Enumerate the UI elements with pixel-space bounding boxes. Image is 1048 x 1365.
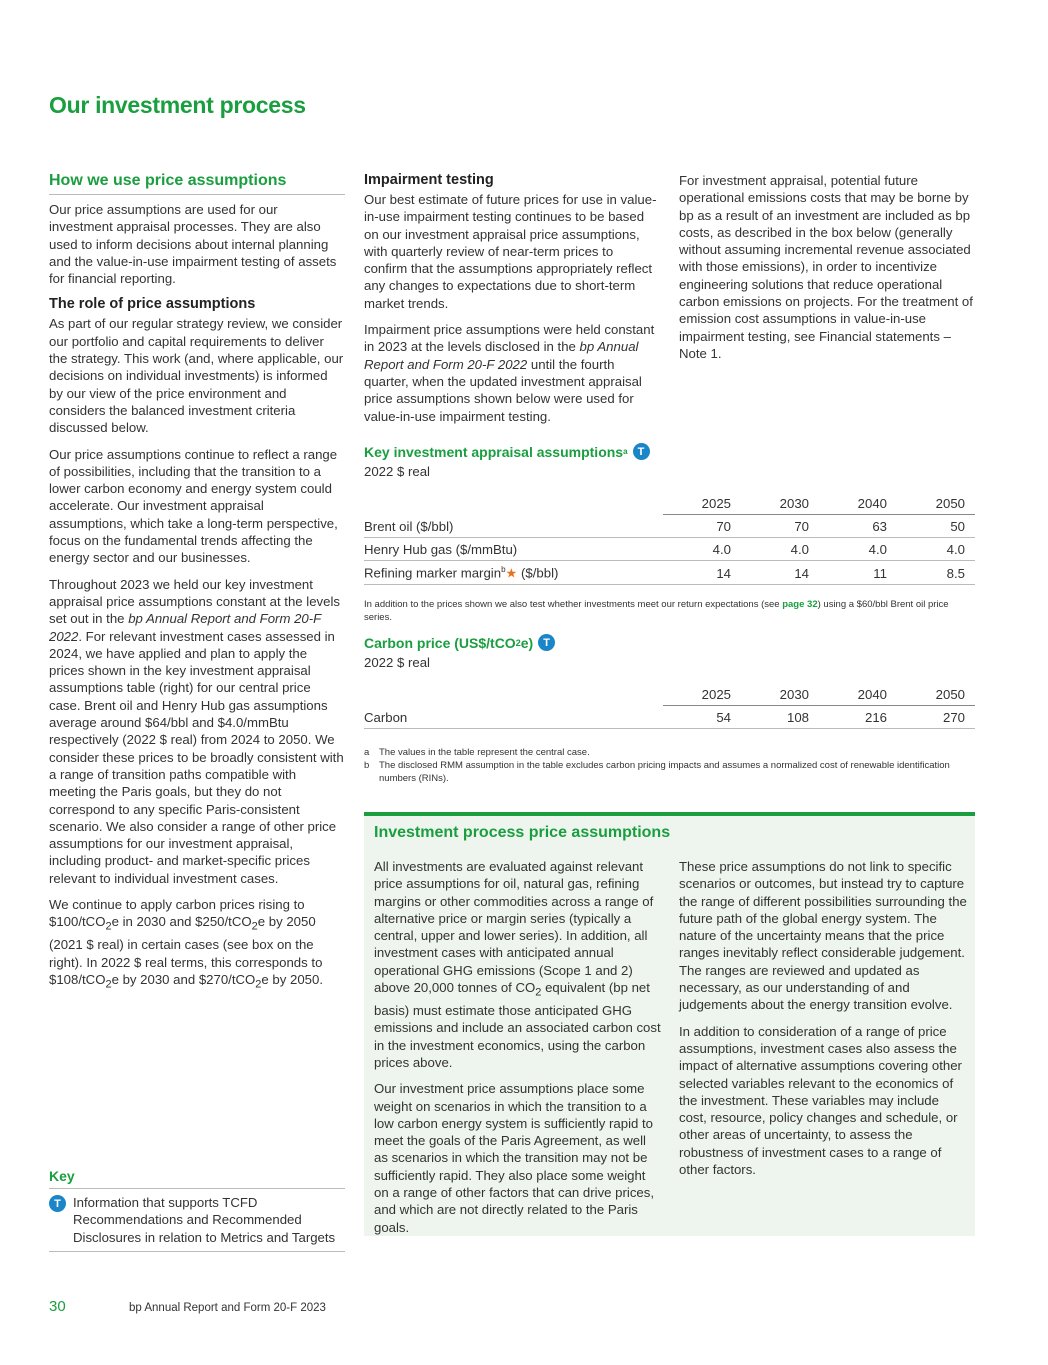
- key-legend: [49, 1168, 345, 1252]
- carbon-price-table: [364, 682, 975, 729]
- subheading-role: The role of price assumptions: [49, 296, 256, 313]
- footnotes: [364, 746, 975, 785]
- table-subtitle: 2022 $ real: [364, 655, 430, 671]
- paragraph: Our investment price assumptions place some weight on scenarios in which the transition to a low carbon energy system is sufficiently rapid to meet the goals of the Paris Agreement, as well as scenarios in which the transition may not be sufficiently rapid. They also place some weight on a range of other factors that can drive prices, and which are not directly related to the Paris goals.: [374, 1081, 655, 1235]
- page-number: 30: [49, 1298, 66, 1315]
- table-row: Refining marker margin$^b$★ ($/bbl) 14 14 11 8.5: [364, 561, 975, 585]
- page-title: Our investment process: [49, 92, 306, 118]
- page-link[interactable]: page 32: [782, 599, 818, 611]
- year-header: 2040: [819, 682, 897, 706]
- paragraph: All investments are evaluated against relevant price assumptions for oil, natural gas, refining margins or other commodities across a range of alternative price or margin series (typically a central, upper and lower series). In addition, all investment cases with anticipated annual operational GHG emissions (Scope 1 and 2) above 20,000 tonnes of $CO_2$ equivalent (bp net basis) must estimate those anticipated GHG emissions and include an associated carbon cost in the investment economics, using the carbon prices above.: [374, 859, 661, 1070]
- page-footer: [49, 1298, 326, 1315]
- investment-process-box: [364, 812, 975, 1236]
- subheading-impairment: Impairment testing: [364, 172, 494, 188]
- paragraph: These price assumptions do not link to specific scenarios or outcomes, but instead try to capture the range of different possibilities surrounding the future path of the global energy system. The nature of the uncertainty means that the price ranges inevitably reflect considerable judgement. The ranges are reviewed and updated as necessary, as our understanding of and judgements about the energy transition evolve.: [679, 859, 967, 1013]
- table-subtitle: 2022 $ real: [364, 464, 430, 479]
- box-left-column: [374, 858, 662, 1245]
- star-icon: ★: [505, 565, 518, 581]
- tcfd-badge-icon: T: [538, 634, 555, 651]
- year-header: 2030: [741, 491, 819, 515]
- paragraph: Impairment price assumptions were held constant in 2023 at the levels disclosed in the bp Annual Report and Form 20-F 2022 until the fourth quarter, when the updated investment appraisal price assumptions shown below were used for value-in-use impairment testing.: [364, 322, 655, 424]
- year-header: 2050: [897, 682, 975, 706]
- table-row: Carbon 54 108 216 270: [364, 706, 975, 729]
- table-title-carbon-price: Carbon price (US$/tCO 2 e) T: [364, 634, 975, 651]
- year-header: 2030: [741, 682, 819, 706]
- paragraph-carbon: We continue to apply carbon prices rising to $100/tCO$_2$e in 2030 and $250/tCO$_2$e by 2050 (2021 $ real) in certain cases (see box on the right). In 2022 $ real terms, this corresponds to $108/tCO$_2$e by 2030 and $270/tCO$_2$e by 2050.: [49, 896, 324, 991]
- middle-column: [364, 172, 660, 434]
- table-title-key-assumptions: Key investment appraisal assumptions a T: [364, 443, 975, 460]
- paragraph: For investment appraisal, potential future operational emissions costs that may be borne by bp as a result of an investment are included as bp costs, as described in the box below (generally without assuming incremental revenue associated with those emissions), in order to incentivize engineering solutions that reduce operational carbon emissions on projects. For the treatment of emission cost assumptions in value-in-use impairment testing, see Financial statements – Note 1.: [679, 173, 973, 361]
- paragraph: Our price assumptions are used for our investment appraisal processes. They are also used to inform decisions about internal planning and the value-in-use impairment testing of assets for financial reporting.: [49, 202, 337, 287]
- left-column: [49, 172, 345, 1003]
- tcfd-badge-icon: T: [49, 1195, 66, 1212]
- footnote: b The disclosed RMM assumption in the table excludes carbon pricing impacts and assumes a normalized cost of renewable identification numbers (RINs).: [364, 760, 950, 785]
- right-column: [679, 172, 975, 371]
- paragraph: As part of our regular strategy review, we consider our portfolio and capital requirements to deliver the strategy. This work (and, where applicable, our decisions on individual investments) is informed by our view of the price environment and considers the balanced investment criteria discussed below.: [49, 316, 344, 436]
- document-title: bp Annual Report and Form 20-F 2023: [129, 1302, 326, 1314]
- footnote: a The values in the table represent the central case.: [364, 747, 590, 759]
- key-text: Information that supports TCFD Recommendations and Recommended Disclosures in relation to Metrics and Targets: [73, 1195, 336, 1245]
- key-assumptions-table: [364, 491, 975, 585]
- paragraph: Throughout 2023 we held our key investment appraisal price assumptions constant at the levels set out in the bp Annual Report and Form 20-F 2022. For relevant investment cases assessed in 2024, we have applied and plan to apply the prices shown in the key investment appraisal assumptions table (right) for our central price case. Brent oil and Henry Hub gas assumptions average around $64/bbl and $4.0/mmBtu respectively (2022 $ real) from 2024 to 2050. We consider these prices to be broadly consistent with a range of transition paths compatible with meeting the Paris goals, but they do not correspond to any specific Paris-consistent scenario. We also consider a range of other price assumptions for our investment appraisal, including product- and market-specific prices relevant to individual investment cases.: [49, 576, 344, 886]
- year-header: 2040: [819, 491, 897, 515]
- year-header: 2025: [663, 682, 741, 706]
- table-row: Henry Hub gas ($/mmBtu) 4.0 4.0 4.0 4.0: [364, 538, 975, 561]
- key-title: Key: [49, 1168, 345, 1189]
- year-header: 2025: [663, 491, 741, 515]
- box-title: Investment process price assumptions: [374, 824, 671, 841]
- box-right-column: [679, 858, 967, 1187]
- tcfd-badge-icon: T: [633, 443, 650, 460]
- key-item: [49, 1189, 345, 1252]
- paragraph: In addition to consideration of a range of price assumptions, investment cases also assess the impact of alternative assumptions covering other selected variables relevant to the economics of the investment. These variables may include cost, resource, policy changes and schedule, or other areas of uncertainty, to assess the robustness of investment cases to a range of other factors.: [679, 1023, 962, 1178]
- table-note: In addition to the prices shown we also test whether investments meet our return expectations (see page 32) using a $60/bbl Brent oil price series.: [364, 599, 949, 624]
- table-row: Brent oil ($/bbl) 70 70 63 50: [364, 515, 975, 538]
- year-header: 2050: [897, 491, 975, 515]
- paragraph: Our price assumptions continue to reflect a range of possibilities, including that the transition to a lower carbon economy and energy system could accelerate. Our investment appraisal assumptions, which take a long-term perspective, focus on the fundamental trends affecting the energy sector and our businesses.: [49, 446, 338, 566]
- paragraph: Our best estimate of future prices for use in value-in-use impairment testing continues to be based on our investment appraisal price assumptions, with quarterly review of near-term prices to confirm that the assumptions appropriately reflect any changes to expectations due to short-term market trends.: [364, 192, 657, 311]
- section-heading-price-assumptions: How we use price assumptions: [49, 172, 345, 195]
- assumption-tables: [364, 443, 975, 785]
